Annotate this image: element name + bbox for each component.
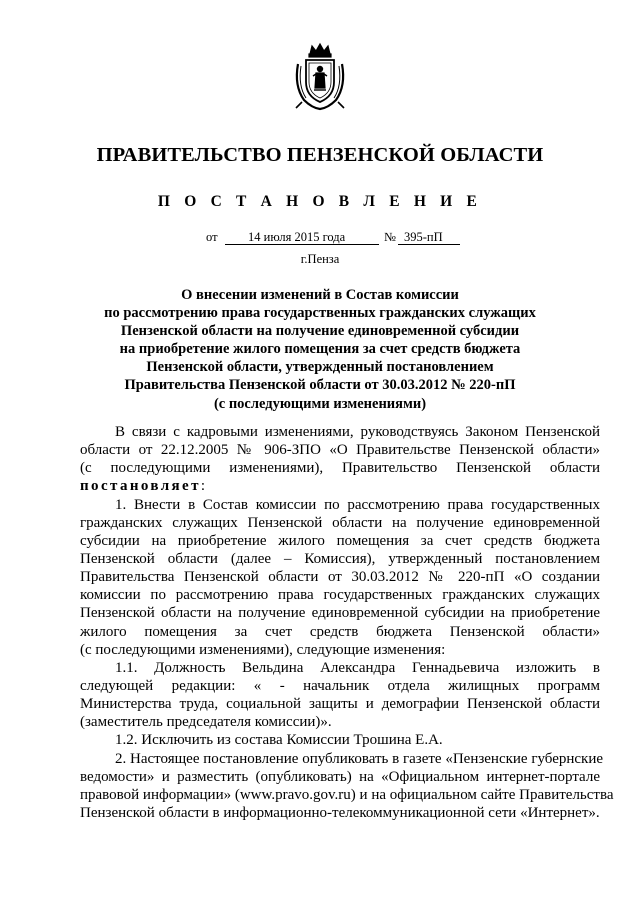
body-line: следующей редакции: « - начальник отдела жилищных программ bbox=[80, 677, 600, 694]
heading-line: Правительства Пензенской области от 30.03.2012 № 220-пП bbox=[124, 377, 516, 394]
body-line: комиссии по рассмотрению права государственных гражданских служащих bbox=[80, 587, 600, 604]
heading-line: О внесении изменений в Состав комиссии bbox=[181, 287, 459, 303]
heading-line: (с последующими изменениями) bbox=[213, 395, 427, 412]
body-line: В связи с кадровыми изменениями, руководствуясь Законом Пензенской bbox=[115, 424, 600, 440]
heading-line: по рассмотрению права государственных гражданских служащих bbox=[104, 305, 536, 322]
body-line: жилого помещения за счет средств бюджета Пензенской области» bbox=[80, 623, 600, 640]
body-line: 1. Внести в Состав комиссии по рассмотрению права государственных bbox=[115, 496, 600, 513]
heading-line: Пензенской области, утвержденный постановлением bbox=[146, 359, 494, 376]
body-line: (с последующими изменениями), следующие изменения: bbox=[80, 641, 446, 658]
body-line: области от 22.12.2005 № 906-ЗПО «О Правительстве Пензенской области» bbox=[80, 442, 600, 459]
body-line: субсидии на приобретение жилого помещения за счет средств бюджета bbox=[80, 532, 600, 549]
date-prefix: от bbox=[206, 230, 218, 244]
body-line: Пензенской области на получение единовременной субсидии на приобретение bbox=[80, 605, 600, 622]
number-value: 395-пП bbox=[404, 230, 443, 244]
body-line: ведомости» и разместить (опубликовать) на «Официальном интернет-портале bbox=[80, 768, 600, 785]
body-line: гражданских служащих Пензенской области на получение единовременной bbox=[80, 514, 600, 531]
body-line: 1.2. Исключить из состава Комиссии Трошина Е.А. bbox=[115, 732, 443, 749]
body-line: Пензенской области в информационно-телекоммуникационной сети «Интернет». bbox=[80, 804, 600, 821]
body-line: 1.1. Должность Вельдина Александра Геннадьевича изложить в bbox=[115, 659, 600, 676]
body-line: Пензенской области (далее – Комиссия), утвержденный постановлением bbox=[80, 550, 600, 567]
date-number-line bbox=[0, 230, 640, 248]
heading-line: Пензенской области на получение единовременной субсидии bbox=[120, 323, 520, 340]
body-line: правовой информации» (www.pravo.gov.ru) и на официальном сайте Правительства bbox=[80, 786, 614, 803]
resolution-body bbox=[80, 423, 614, 822]
body-line: Правительства Пензенской области от 30.03.2012 № 220-пП «О создании bbox=[80, 569, 600, 586]
heading-line: на приобретение жилого помещения за счет средств бюджета bbox=[119, 341, 521, 358]
city: г.Пенза bbox=[300, 252, 340, 266]
date-value: 14 июля 2015 года bbox=[248, 230, 346, 244]
body-line: Министерства труда, социальной защиты и демографии Пензенской области bbox=[80, 696, 600, 713]
decree-colon: : bbox=[200, 478, 206, 495]
body-line: 2. Настоящее постановление опубликовать в газете «Пензенские губернские bbox=[115, 750, 604, 767]
document-type: П О С Т А Н О В Л Е Н И Е bbox=[157, 193, 483, 210]
resolution-heading bbox=[80, 286, 560, 413]
government-title: ПРАВИТЕЛЬСТВО ПЕНЗЕНСКОЙ ОБЛАСТИ bbox=[96, 144, 544, 166]
body-line: (с последующими изменениями), Правительство Пензенской области bbox=[80, 460, 600, 477]
body-line: (заместитель председателя комиссии)». bbox=[80, 714, 332, 731]
coat-of-arms-icon bbox=[292, 42, 348, 112]
number-prefix: № bbox=[384, 230, 396, 244]
decree-word-line bbox=[80, 477, 600, 495]
decree-word: постановляет bbox=[80, 478, 201, 495]
